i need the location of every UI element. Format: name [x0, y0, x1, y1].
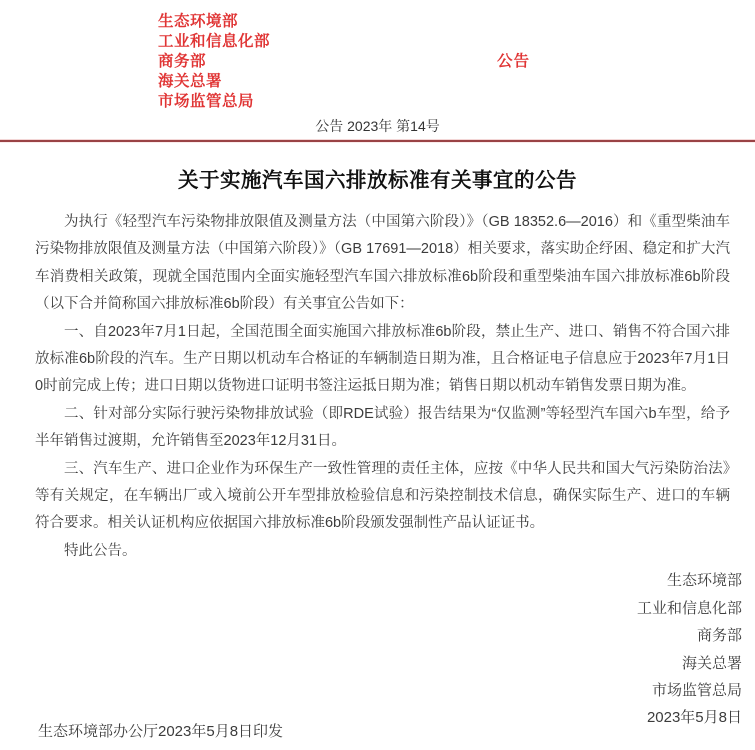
signer-name: 商务部 [696, 627, 742, 645]
signer-name: 市场监管总局 [651, 681, 742, 699]
ministry-name: 生态环境部 [158, 13, 239, 30]
ministry-name: 市场监管总局 [158, 93, 255, 110]
signer-name: 海关总署 [681, 654, 742, 672]
print-note: 生态环境部办公厅2023年5月8日印发 [38, 723, 284, 740]
issuing-ministries-header [0, 0, 755, 112]
header-divider [0, 140, 755, 142]
ministry-name: 商务部 [158, 53, 207, 70]
paragraph-intro: 为执行《轻型汽车污染物排放限值及测量方法（中国第六阶段）》（GB 18352.6—2016）和《重型柴油车污染物排放限值及测量方法（中国第六阶段）》（GB 17691—2018）相关要求，落实助企纾困、稳定和扩大汽车消费相关政策，现就全国范围内全面实施轻型汽车国六排放标准6b阶段和重型柴油车国六排放标准6b阶段（以下合并简称国六排放标准6b阶段）有关事宜公告如下： [35, 214, 730, 313]
announcement-label: 公告 [497, 53, 531, 70]
paragraph-closing: 特此公告。 [64, 542, 137, 559]
doc-number-line: 公告 2023年 第14号 [315, 118, 440, 134]
ministry-name: 海关总署 [158, 73, 223, 90]
signature-date: 2023年5月8日 [646, 709, 742, 727]
ministry-name: 工业和信息化部 [158, 33, 271, 50]
paragraph-item-1: 一、自2023年7月1日起，全国范围全面实施国六排放标准6b阶段，禁止生产、进口、销售不符合国六排放标准6b阶段的汽车。生产日期以机动车合格证的车辆制造日期为准，且合格证电子信息应于2023年7月1日0时前完成上传；进口日期以货物进口证明书签注运抵日期为准；销售日期以机动车销售发票日期为准。 [35, 323, 730, 395]
paragraph-item-3: 三、汽车生产、进口企业作为环保生产一致性管理的责任主体，应按《中华人民共和国大气污染防治法》等有关规定，在车辆出厂或入境前公开车型排放检验信息和污染控制技术信息，确保实际生产、进口的车辆符合要求。相关认证机构应依据国六排放标准6b阶段颁发强制性产品认证证书。 [35, 460, 730, 532]
signer-name: 生态环境部 [666, 572, 742, 590]
paragraph-item-2: 二、针对部分实际行驶污染物排放试验（即RDE试验）报告结果为“仅监测”等轻型汽车国六b车型，给予半年销售过渡期，允许销售至2023年12月31日。 [35, 405, 730, 450]
page-title: 关于实施汽车国六排放标准有关事宜的公告 [178, 169, 577, 192]
signature-block [0, 567, 755, 731]
announcement-body [0, 209, 755, 565]
signer-name: 工业和信息化部 [636, 599, 742, 617]
